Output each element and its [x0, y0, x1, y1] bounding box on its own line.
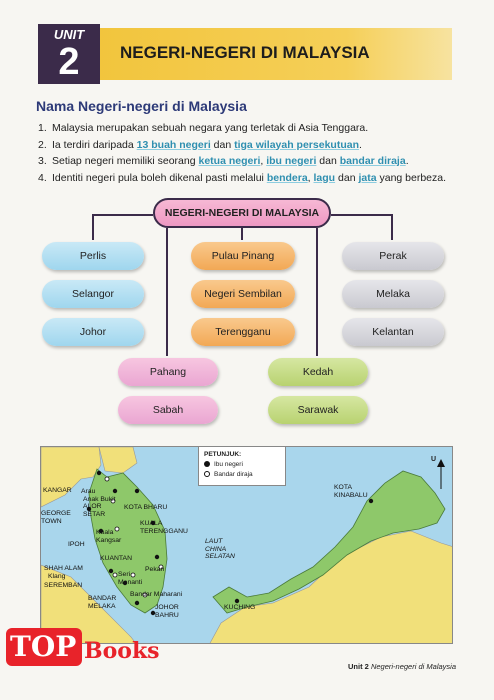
- point-item: [38, 137, 468, 154]
- point-number: 4.: [38, 171, 47, 184]
- logo-top: TOP: [10, 630, 77, 663]
- label-seri-menanti: Seri Menanti: [118, 571, 143, 586]
- label-pekan: Pekan: [145, 566, 165, 573]
- label-kuala-terengganu: KUALA TERENGGANU: [140, 520, 188, 535]
- state-pulau-pinang: Pulau Pinang: [191, 242, 295, 270]
- page-footer: [348, 662, 456, 671]
- label-kangar: KANGAR: [43, 487, 72, 494]
- connector: [92, 214, 153, 216]
- state-negeri-sembilan: Negeri Sembilan: [191, 280, 295, 308]
- point-text-part: .: [405, 155, 409, 167]
- highlight-term: lagu: [313, 171, 336, 184]
- highlight-term: 13 buah negeri: [136, 138, 211, 151]
- unit-badge: [38, 24, 100, 84]
- highlight-term: jata: [358, 171, 377, 184]
- connector: [241, 228, 243, 240]
- legend-capital: [204, 460, 280, 470]
- point-text-part: Ia terdiri daripada: [52, 138, 137, 151]
- point-number: 1.: [38, 122, 47, 134]
- point-text-part: dan: [210, 138, 235, 151]
- point-text: [52, 170, 446, 187]
- royal-ring-icon: [204, 471, 210, 477]
- label-bandar-melaka: BANDAR MELAKA: [88, 595, 117, 610]
- map-legend: [198, 446, 286, 486]
- highlight-term: bandar diraja: [339, 155, 406, 167]
- label-george-town: GEORGE TOWN: [41, 510, 71, 525]
- state-terengganu: Terengganu: [191, 318, 295, 346]
- label-arau: Arau: [81, 488, 96, 495]
- footer-unit: Unit 2: [348, 662, 369, 671]
- highlight-term: tiga wilayah persekutuan: [234, 138, 359, 151]
- label-bandar-maharani: Bandar Maharani: [130, 591, 183, 598]
- point-text-part: .: [358, 138, 362, 151]
- connector: [331, 214, 393, 216]
- label-kuala-kangsar: Kuala Kangsar: [96, 529, 122, 544]
- label-ipoh: IPOH: [68, 541, 85, 548]
- label-kuching: KUCHING: [224, 604, 256, 611]
- section-title: Nama Negeri-negeri di Malaysia: [36, 98, 247, 114]
- unit-number: 2: [58, 41, 80, 83]
- label-kuantan: KUANTAN: [100, 555, 132, 562]
- point-item: [38, 120, 468, 137]
- state-sarawak: Sarawak: [268, 396, 368, 424]
- point-text-part: Malaysia merupakan sebuah negara yang terletak di Asia Tenggara.: [52, 122, 369, 134]
- state-kedah: Kedah: [268, 358, 368, 386]
- point-text-part: ,: [260, 155, 267, 167]
- state-selangor: Selangor: [42, 280, 144, 308]
- connector: [92, 214, 94, 240]
- label-anak-bukit: Anak Bukit: [83, 496, 116, 503]
- legend-capital-label: Ibu negeri: [214, 461, 243, 468]
- logo-books: Books: [84, 638, 160, 664]
- point-text-part: dan: [335, 171, 359, 184]
- state-johor: Johor: [42, 318, 144, 346]
- connector: [166, 228, 168, 356]
- highlight-term: ibu negeri: [266, 155, 317, 167]
- state-pahang: Pahang: [118, 358, 218, 386]
- unit-word: UNIT: [53, 27, 85, 42]
- point-text-part: ,: [307, 171, 314, 184]
- points-list: [38, 120, 468, 186]
- point-text: [52, 137, 362, 154]
- label-sea: LAUT CHINA SELATAN: [205, 538, 235, 560]
- label-klang: Klang: [48, 573, 66, 580]
- footer-title: Negeri-negeri di Malaysia: [370, 662, 456, 671]
- point-item: [38, 170, 468, 187]
- state-perak: Perak: [342, 242, 444, 270]
- state-perlis: Perlis: [42, 242, 144, 270]
- label-alor-setar: ALOR SETAR: [83, 503, 106, 518]
- label-shah-alam: SHAH ALAM: [44, 565, 83, 572]
- label-kota-bharu: KOTA BHARU: [124, 504, 168, 511]
- page-title: NEGERI-NEGERI DI MALAYSIA: [120, 43, 370, 62]
- point-text: [52, 153, 409, 170]
- highlight-term: ketua negeri: [198, 155, 261, 167]
- north-label: U: [431, 456, 437, 463]
- point-text-part: Setiap negeri memiliki seorang: [52, 155, 199, 167]
- highlight-term: bendera: [266, 171, 308, 184]
- state-kelantan: Kelantan: [342, 318, 444, 346]
- state-melaka: Melaka: [342, 280, 444, 308]
- connector: [391, 214, 393, 240]
- point-text: [52, 120, 368, 137]
- legend-royal-label: Bandar diraja: [214, 471, 253, 478]
- label-johor-bahru: JOHOR BAHRU: [155, 604, 179, 619]
- label-kota-kinabalu: KOTA KINABALU: [334, 484, 368, 499]
- point-text-part: dan: [316, 155, 340, 167]
- legend-royal: [204, 470, 280, 480]
- topbooks-logo: [2, 622, 178, 668]
- connector: [316, 228, 318, 356]
- label-seremban: SEREMBAN: [44, 582, 83, 589]
- point-number: 2.: [38, 138, 47, 151]
- point-item: [38, 153, 468, 170]
- diagram-root: NEGERI-NEGERI DI MALAYSIA: [153, 198, 331, 228]
- point-text-part: Identiti negeri pula boleh dikenal pasti melalui: [52, 171, 267, 184]
- state-sabah: Sabah: [118, 396, 218, 424]
- header-band: [100, 28, 452, 80]
- legend-title: PETUNJUK:: [204, 451, 242, 458]
- capital-dot-icon: [204, 461, 210, 467]
- point-text-part: yang berbeza.: [376, 171, 447, 184]
- point-number: 3.: [38, 155, 47, 167]
